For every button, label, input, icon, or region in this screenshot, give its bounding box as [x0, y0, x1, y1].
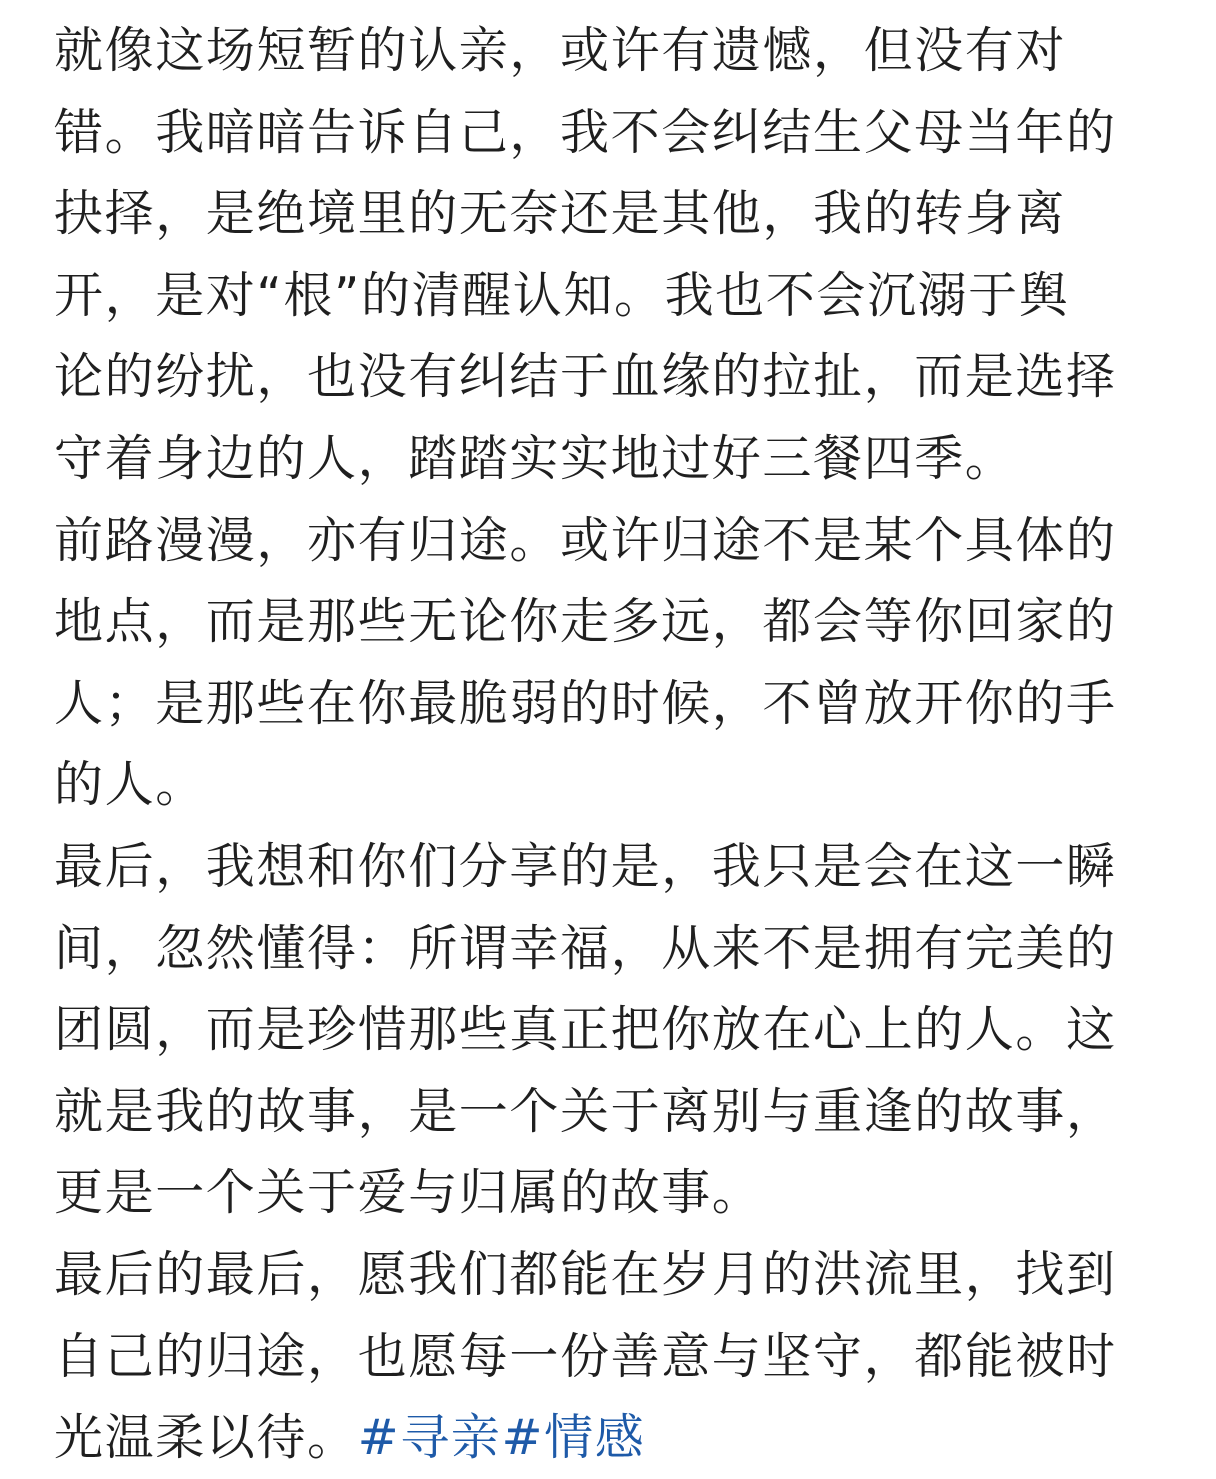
text-line: 最后，我想和你们分享的是，我只是会在这一瞬: [54, 837, 1117, 895]
text-line: 前路漫漫，亦有归途。或许归途不是某个具体的: [54, 511, 1117, 569]
closing-text: 光温柔以待。: [54, 1409, 358, 1467]
text-line: 开，是对“根”的清醒认知。我也不会沉溺于舆: [54, 266, 1070, 324]
hashtag-link-qinggan[interactable]: #情感: [501, 1409, 646, 1467]
post-body: [54, 10, 1164, 1479]
paragraph-2: [54, 500, 1164, 826]
text-line: 人；是那些在你最脆弱的时候，不曾放开你的手: [54, 674, 1117, 732]
text-line: 自己的归途，也愿每一份善意与坚守，都能被时: [54, 1327, 1117, 1385]
paragraph-3: [54, 826, 1164, 1234]
text-line: 间，忽然懂得：所谓幸福，从来不是拥有完美的: [54, 919, 1117, 977]
text-line: 论的纷扰，也没有纠结于血缘的拉扯，而是选择: [54, 348, 1117, 406]
text-line: 就是我的故事，是一个关于离别与重逢的故事，: [54, 1082, 1117, 1140]
text-line: 错。我暗暗告诉自己，我不会纠结生父母当年的: [54, 103, 1117, 161]
text-line: 地点，而是那些无论你走多远，都会等你回家的: [54, 593, 1117, 651]
text-line: 抉择，是绝境里的无奈还是其他，我的转身离: [54, 185, 1067, 243]
text-line: 就像这场短暂的认亲，或许有遗憾，但没有对: [54, 22, 1067, 79]
text-line: 团圆，而是珍惜那些真正把你放在心上的人。这: [54, 1001, 1117, 1059]
text-line: 守着身边的人，踏踏实实地过好三餐四季。: [54, 429, 1016, 487]
paragraph-1: [54, 10, 1164, 500]
text-line-last: [54, 1397, 1164, 1479]
text-line: 的人。: [54, 756, 206, 814]
hashtag-link-xunqin[interactable]: #寻亲: [357, 1409, 502, 1467]
text-line: 最后的最后，愿我们都能在岁月的洪流里，找到: [54, 1245, 1117, 1303]
text-line: 更是一个关于爱与归属的故事。: [54, 1164, 763, 1222]
paragraph-4: [54, 1234, 1164, 1479]
